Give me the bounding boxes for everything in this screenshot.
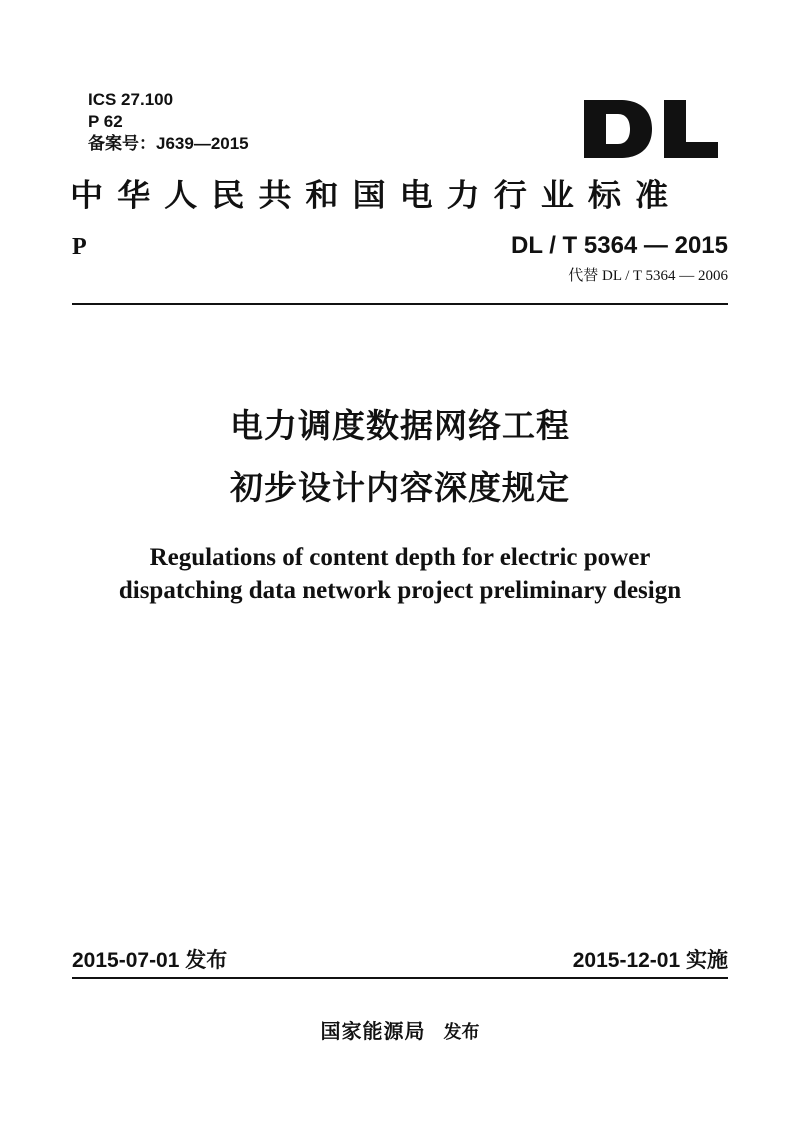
top-divider [72, 303, 728, 305]
dl-logo [580, 96, 720, 162]
standard-title: 中华人民共和国电力行业标准 [70, 178, 683, 214]
chinese-title-line-2: 初步设计内容深度规定 [230, 468, 570, 507]
publisher-line [0, 1017, 800, 1047]
english-title-line-2: dispatching data network project preliminary design [118, 577, 682, 604]
replaces-standard: 代替 DL / T 5364 — 2006 [568, 268, 728, 284]
effective-date: 2015-12-01 实施 [572, 949, 728, 972]
category-code: P [72, 234, 87, 260]
bottom-divider [72, 977, 728, 979]
classification-code: P 62 [88, 112, 123, 131]
publisher-action: 发布 [443, 1022, 480, 1043]
standard-number: DL / T 5364 — 2015 [510, 232, 728, 259]
english-title-line-1: Regulations of content depth for electric power [149, 544, 651, 571]
issue-date: 2015-07-01 发布 [72, 949, 228, 972]
publisher-name: 国家能源局 [320, 1019, 426, 1043]
chinese-title-line-1: 电力调度数据网络工程 [230, 406, 570, 445]
record-number: 备案号：J639—2015 [88, 134, 249, 153]
ics-code: ICS 27.100 [88, 90, 174, 109]
